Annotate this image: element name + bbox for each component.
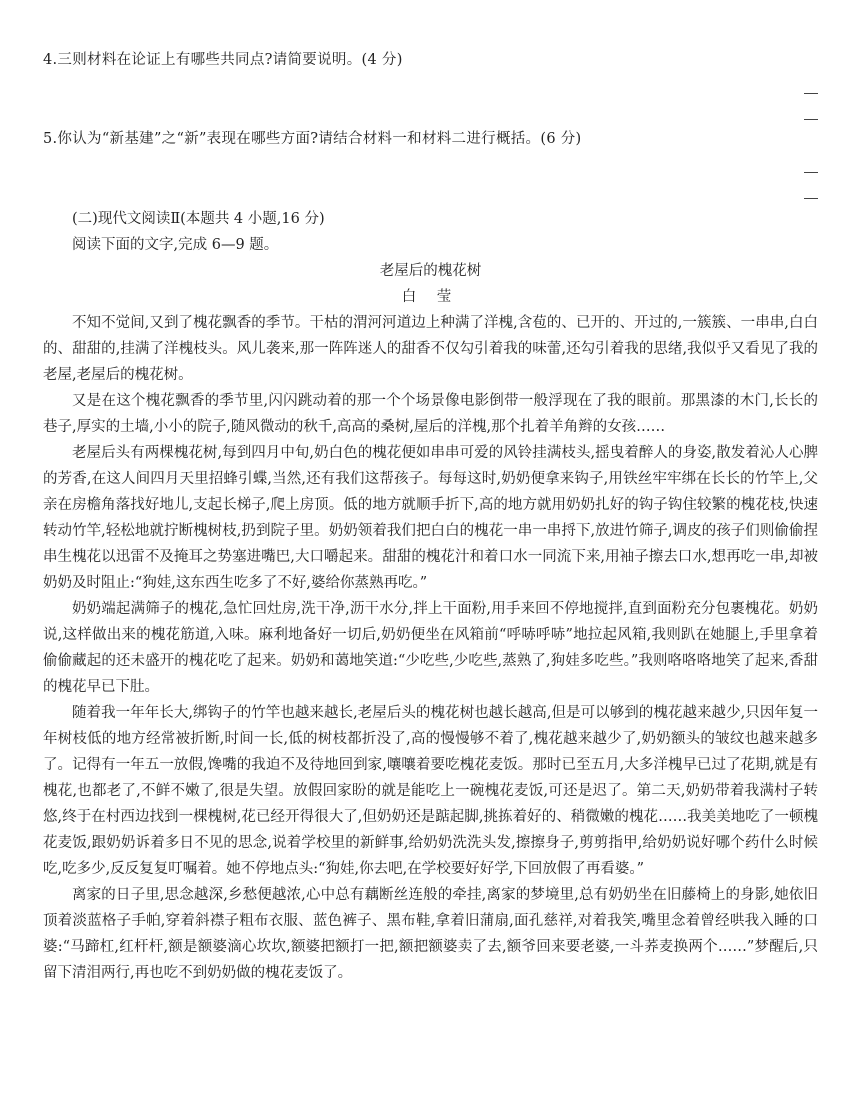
answer-line: [804, 119, 818, 120]
article-paragraph: 奶奶端起满筛子的槐花,急忙回灶房,洗干净,沥干水分,拌上干面粉,用手来回不停地搅拌,直到面粉充分包裹槐花。奶奶说,这样做出来的槐花筋道,入味。麻利地备好一切后,奶奶便坐在风箱前“呼哧呼哧”地拉起风箱,我则趴在她腿上,手里拿着偷偷藏起的还未盛开的槐花吃了起来。奶奶和蔼地笑道:“少吃些,少吃些,蒸熟了,狗娃多吃些。”我则咯咯咯地笑了起来,香甜的槐花早已下肚。: [43, 601, 818, 695]
article-paragraph: 又是在这个槐花飘香的季节里,闪闪跳动着的那一个个场景像电影倒带一般浮现在了我的眼前。那黑漆的木门,长长的巷子,厚实的土墙,小小的院子,随风微动的秋千,高高的桑树,屋后的洋槐,那个扎着羊角辫的女孩……: [43, 393, 818, 435]
article-title: 老屋后的槐花树: [379, 263, 482, 279]
article-paragraph: 老屋后头有两棵槐花树,每到四月中旬,奶白色的槐花便如串串可爱的风铃挂满枝头,摇曳着醉人的身姿,散发着沁人心脾的芳香,在这人间四月天里招蜂引蝶,当然,还有我们这帮孩子。每每这时,奶奶便拿来钩子,用铁丝牢牢绑在长长的竹竿上,父亲在房檐角落找好地儿,支起长梯子,爬上房顶。低的地方就顺手折下,高的地方就用奶奶扎好的钩子钩住较繁的槐花枝,快速转动竹竿,轻松地就拧断槐树枝,扔到院子里。奶奶领着我们把白白的槐花一串一串捋下,放进竹筛子,调皮的孩子们则偷偷捏串生槐花以迅雷不及掩耳之势塞进嘴巴,大口嚼起来。甜甜的槐花汁和着口水一同流下来,用袖子擦去口水,想再吃一串,却被奶奶及时阻止:“狗娃,这东西生吃多了不好,婆给你蒸熟再吃。”: [43, 445, 818, 591]
article-paragraph: 离家的日子里,思念越深,乡愁便越浓,心中总有藕断丝连般的牵挂,离家的梦境里,总有奶奶坐在旧藤椅上的身影,她依旧顶着淡蓝格子手帕,穿着斜襟子粗布衣服、蓝色裤子、黑布鞋,拿着旧蒲扇,面孔慈祥,对着我笑,嘴里念着曾经哄我入睡的口婆:“马蹄杠,红杆杆,额是额婆滴心坎坎,额婆把额打一把,额把额婆卖了去,额爷回来要老婆,一斗荞麦换两个……”梦醒后,只留下清泪两行,再也吃不到奶奶做的槐花麦饭了。: [43, 887, 818, 981]
question-5: 5.你认为“新基建”之“新”表现在哪些方面?请结合材料一和材料二进行概括。(6 分): [43, 131, 582, 147]
article-body: [43, 310, 818, 986]
article-paragraph: 随着我一年年长大,绑钩子的竹竿也越来越长,老屋后头的槐花树也越长越高,但是可以够到的槐花越来越少,只因年复一年树枝低的地方经常被折断,时间一长,低的树枝都折没了,高的慢慢够不着了,槐花越来越少了,奶奶额头的皱纹也越来越多了。记得有一年五一放假,馋嘴的我迫不及待地回到家,嚷嚷着要吃槐花麦饭。那时已至五月,大多洋槐早已过了花期,就是有槐花,也都老了,不鲜不嫩了,很是失望。放假回家盼的就是能吃上一碗槐花麦饭,可还是迟了。第二天,奶奶带着我满村子转悠,终于在村西边找到一棵槐树,花已经开得很大了,但奶奶还是踮起脚,挑拣着好的、稍微嫩的槐花……我美美地吃了一顿槐花麦饭,跟奶奶诉着多日不见的思念,说着学校里的新鲜事,给奶奶洗洗头发,擦擦身子,剪剪指甲,给奶奶说好哪个药什么时候吃,吃多少,反反复复叮嘱着。她不停地点头:“狗娃,你去吧,在学校要好好学,下回放假了再看婆。”: [43, 705, 818, 877]
answer-line: [804, 198, 818, 199]
section-heading: (二)现代文阅读Ⅱ(本题共 4 小题,16 分): [72, 211, 325, 227]
question-4: 4.三则材料在论证上有哪些共同点?请简要说明。(4 分): [43, 52, 403, 68]
article-author: 白 莹: [401, 289, 460, 305]
answer-line: [804, 172, 818, 173]
article-paragraph: 不知不觉间,又到了槐花飘香的季节。干枯的渭河河道边上种满了洋槐,含苞的、已开的、开过的,一簇簇、一串串,白白的、甜甜的,挂满了洋槐枝头。风儿袭来,那一阵阵迷人的甜香不仅勾引着我的味蕾,还勾引着我的思绪,我似乎又看见了我的老屋,老屋后的槐花树。: [43, 315, 818, 383]
reading-section-header: [43, 206, 818, 310]
section-instruction: 阅读下面的文字,完成 6—9 题。: [72, 237, 279, 253]
answer-line: [804, 93, 818, 94]
